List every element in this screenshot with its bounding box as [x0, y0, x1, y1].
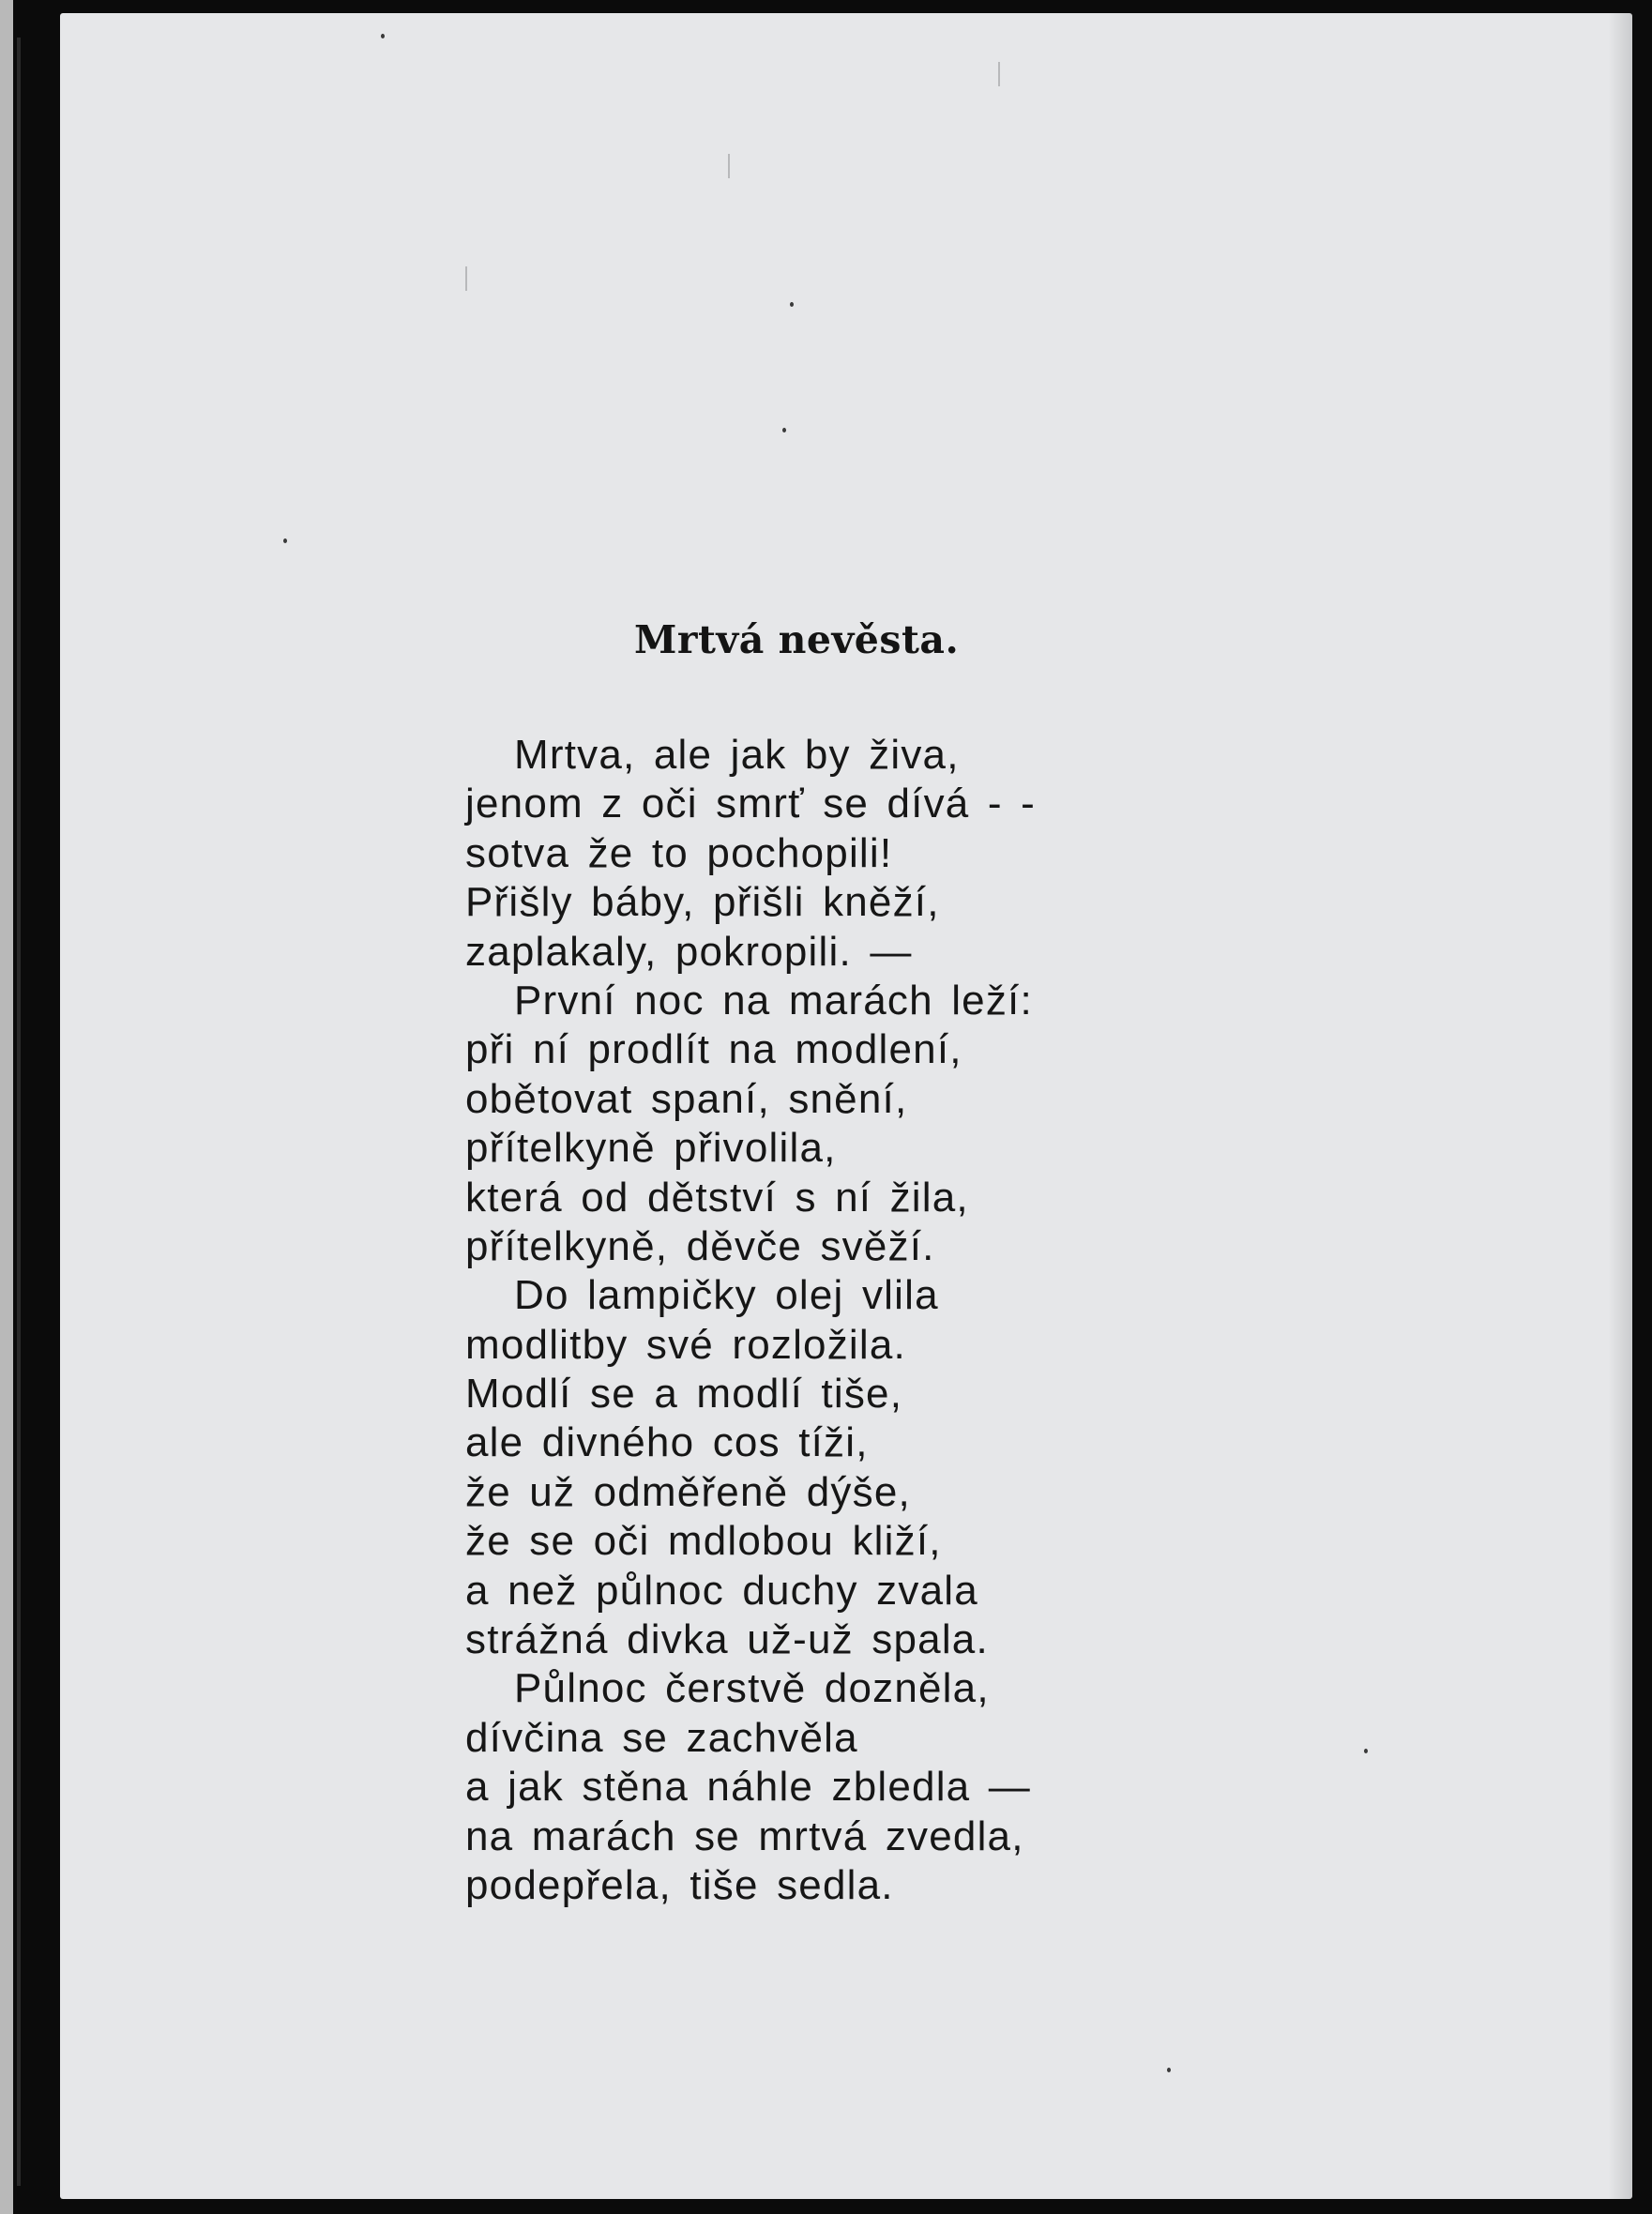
poem-line: Mrtva, ale jak by živa, [514, 732, 960, 778]
dust-speck [381, 34, 385, 38]
binding-shadow [17, 38, 21, 2186]
poem-line: ale divného cos tíži, [465, 1419, 869, 1466]
poem-line: přítelkyně, děvče svěží. [465, 1222, 935, 1269]
poem-line: strážná divka už-už spala. [465, 1616, 989, 1663]
dust-speck [1167, 2068, 1171, 2072]
poem-body [465, 731, 1036, 1910]
poem-line: a než půlnoc duchy zvala [465, 1567, 978, 1614]
dust-speck [790, 302, 794, 307]
poem-line: Přišly báby, přišli kněží, [465, 879, 940, 926]
poem-line: přítelkyně přivolila, [465, 1125, 837, 1172]
poem-title: Mrtvá nevěsta. [634, 617, 960, 662]
poem-line: modlitby své rozložila. [465, 1321, 906, 1368]
poem-line: Půlnoc čerstvě dozněla, [514, 1665, 990, 1712]
poem-line: která od dětství s ní žila, [465, 1174, 969, 1221]
poem-line: dívčina se zachvěla [465, 1714, 858, 1761]
scan-mark [465, 266, 467, 291]
dust-speck [1364, 1749, 1368, 1753]
poem-line: a jak stěna náhle zbledla — [465, 1764, 1031, 1811]
poem-line: při ní prodlít na modlení, [465, 1026, 962, 1073]
poem-line: Do lampičky olej vlila [514, 1272, 939, 1319]
poem-line: že už odměřeně dýše, [465, 1468, 911, 1515]
dust-speck [283, 538, 287, 543]
book-page [60, 13, 1632, 2199]
previous-page-edge [0, 0, 13, 2214]
poem-line: že se oči mdlobou kliží, [465, 1518, 942, 1565]
poem-line: na marách se mrtvá zvedla, [465, 1812, 1024, 1859]
poem-line: Modlí se a modlí tiše, [465, 1371, 903, 1418]
scan-mark [728, 154, 730, 178]
poem-line: sotva že to pochopili! [465, 829, 893, 876]
poem-line: jenom z oči smrť se dívá - - [465, 781, 1037, 827]
poem-line: obětovat spaní, snění, [465, 1075, 908, 1122]
scan-mark [998, 62, 1000, 86]
poem-line: zaplakaly, pokropili. — [465, 928, 913, 975]
dust-speck [782, 428, 786, 432]
poem-line: První noc na marách leží: [514, 977, 1033, 1024]
poem-line: podepřela, tiše sedla. [465, 1861, 894, 1908]
